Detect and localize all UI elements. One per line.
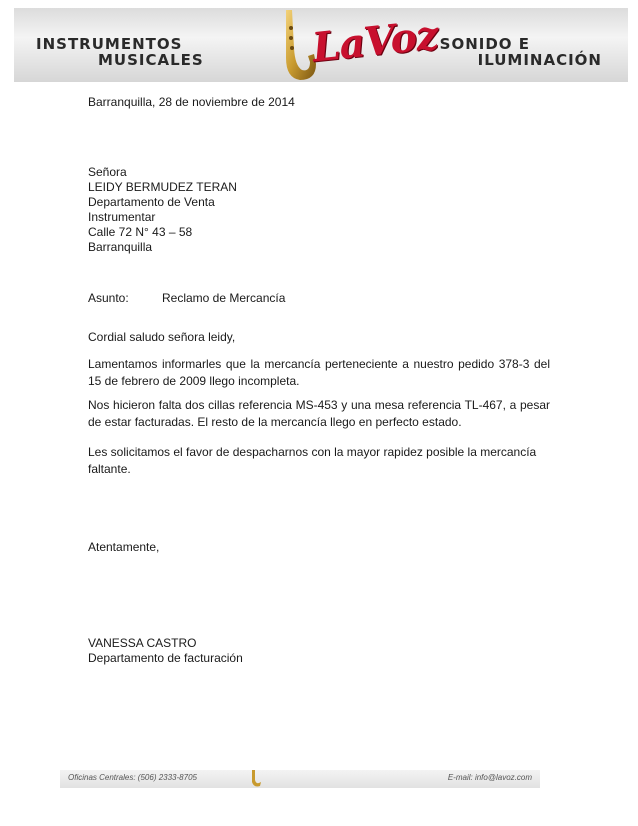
saxophone-icon <box>272 8 316 82</box>
closing: Atentamente, <box>88 540 160 554</box>
subject-line <box>88 291 550 306</box>
recipient-street: Calle 72 N° 43 – 58 <box>88 225 193 239</box>
recipient-department: Departamento de Venta <box>88 195 215 209</box>
body-paragraph-3: Les solicitamos el favor de despacharnos con la mayor rapidez posible la mercancía faltante. <box>88 445 537 476</box>
footer-phone: Oficinas Centrales: (506) 2333-8705 <box>68 773 197 782</box>
brand-logo: LaVoz <box>309 11 440 72</box>
body-paragraph-1: Lamentamos informarles que la mercancía perteneciente a nuestro pedido 378-3 del 15 de febrero de 2009 llego incompleta. <box>88 357 550 388</box>
subject-value: Reclamo de Mercancía <box>162 291 286 305</box>
letterhead-footer <box>60 770 540 788</box>
subject-label: Asunto: <box>88 291 129 305</box>
letterhead-right-text <box>440 36 602 68</box>
signer-department: Departamento de facturación <box>88 651 243 665</box>
letterhead-left-text <box>36 36 204 68</box>
footer-email: E-mail: info@lavoz.com <box>447 773 532 782</box>
letterhead-right-line1: SONIDO E <box>439 35 531 53</box>
body-paragraph-2: Nos hicieron falta dos cillas referencia MS-453 y una mesa referencia TL-467, a pesar de estar facturadas. El resto de la mercancía llego en perfecto estado. <box>88 398 550 429</box>
greeting: Cordial saludo señora leidy, <box>88 330 236 344</box>
recipient-city: Barranquilla <box>88 240 153 254</box>
recipient-name: LEIDY BERMUDEZ TERAN <box>88 180 237 194</box>
recipient-title: Señora <box>88 165 127 179</box>
letter-date: Barranquilla, 28 de noviembre de 2014 <box>88 95 295 109</box>
recipient-address <box>88 165 550 255</box>
letterhead-left-line1: INSTRUMENTOS <box>36 35 183 53</box>
signer-name: VANESSA CASTRO <box>88 636 197 650</box>
saxophone-mark-icon <box>248 770 262 788</box>
signature-block <box>88 636 550 666</box>
letterhead-right-line2: ILUMINACIÓN <box>477 51 602 69</box>
letterhead-banner <box>14 8 628 82</box>
recipient-company: Instrumentar <box>88 210 156 224</box>
letterhead-left-line2: MUSICALES <box>98 51 204 69</box>
